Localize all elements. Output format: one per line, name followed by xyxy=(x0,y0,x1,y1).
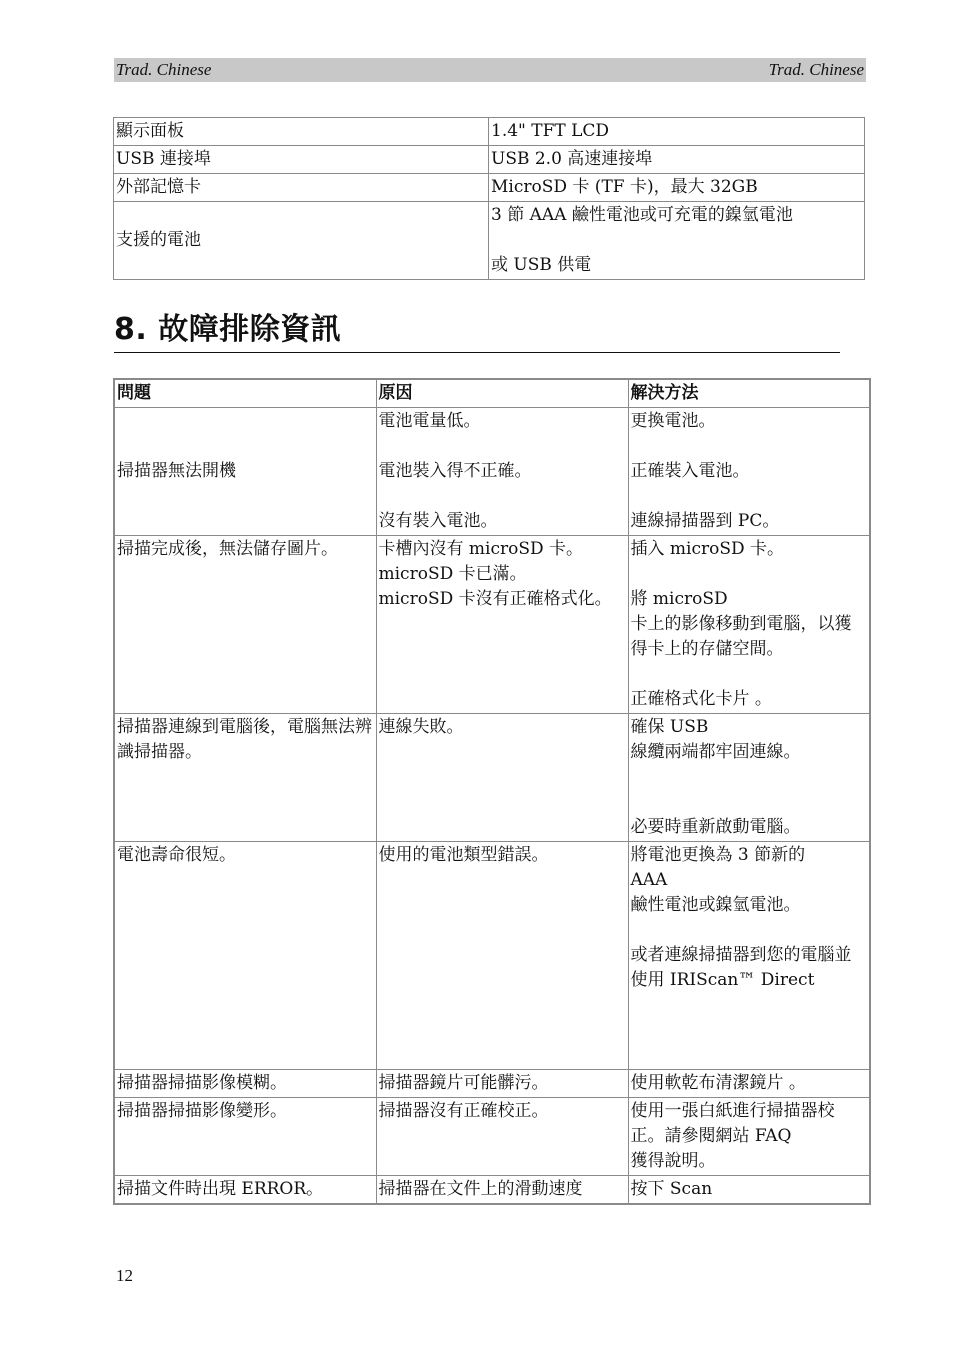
cell-line xyxy=(631,484,868,509)
spec-label: USB 連接埠 xyxy=(114,146,489,174)
spec-value-line: 3 節 AAA 鹼性電池或可充電的鎳氫電池 xyxy=(491,205,793,225)
cell-line xyxy=(631,765,868,790)
cell-line: 電池壽命很短。 xyxy=(117,845,236,865)
cell-line: 正確格式化卡片 。 xyxy=(630,689,772,709)
spec-value xyxy=(489,174,865,202)
cell-line xyxy=(117,409,374,434)
solution-cell xyxy=(628,842,870,1070)
cell-line: 或者連線掃描器到您的電腦並使用 IRIScan™ Direct xyxy=(630,945,852,990)
cell-line: 掃描器在文件上的滑動速度 xyxy=(378,1179,583,1199)
problem-cell xyxy=(114,408,376,536)
cell-line: 沒有裝入電池。 xyxy=(378,511,498,531)
spec-value-line: 或 USB 供電 xyxy=(491,255,592,275)
cell-line: 掃描器沒有正確校正。 xyxy=(378,1101,549,1121)
spec-value-line: USB 2.0 高速連接埠 xyxy=(491,149,653,169)
cell-line: 正確裝入電池。 xyxy=(630,461,750,481)
cause-cell xyxy=(376,1070,628,1098)
cell-line: 確保 USB xyxy=(630,717,709,737)
cell-line: microSD 卡已滿。 xyxy=(378,564,527,584)
solution-cell xyxy=(628,536,870,714)
cell-line: 線纜兩端都牢固連線。 xyxy=(630,742,801,762)
problem-cell xyxy=(114,1176,376,1205)
cell-line: 使用的電池類型錯誤。 xyxy=(378,845,549,865)
spec-row xyxy=(114,202,865,280)
cell-line: 按下 Scan xyxy=(630,1179,713,1199)
cell-line: microSD 卡沒有正確格式化。 xyxy=(378,589,612,609)
header-problem: 問題 xyxy=(114,379,376,408)
cell-line xyxy=(631,562,868,587)
table-row xyxy=(114,536,870,714)
problem-cell xyxy=(114,1070,376,1098)
table-row xyxy=(114,842,870,1070)
problem-cell xyxy=(114,536,376,714)
cell-line: 掃描器鏡片可能髒污。 xyxy=(378,1073,549,1093)
header-solution: 解決方法 xyxy=(628,379,870,408)
cause-cell xyxy=(376,842,628,1070)
table-row xyxy=(114,1176,870,1205)
cell-line: 電池電量低。 xyxy=(378,411,481,431)
cell-line: 使用一張白紙進行掃描器校正。請參閱網站 FAQ xyxy=(630,1101,835,1146)
cell-line: 掃描文件時出現 ERROR。 xyxy=(117,1179,324,1199)
cell-line xyxy=(631,918,868,943)
cell-line: 必要時重新啟動電腦。 xyxy=(630,817,801,837)
spec-value-line: 1.4" TFT LCD xyxy=(491,121,610,141)
cell-line: 掃描器連線到電腦後，電腦無法辨識掃描器。 xyxy=(117,717,372,762)
header-right-label: Trad. Chinese xyxy=(768,60,864,79)
cause-cell xyxy=(376,714,628,842)
spec-row xyxy=(114,146,865,174)
problem-cell xyxy=(114,842,376,1070)
table-row xyxy=(114,1070,870,1098)
spec-label: 外部記憶卡 xyxy=(114,174,489,202)
cell-line: 電池裝入得不正確。 xyxy=(378,461,532,481)
header-left-label: Trad. Chinese xyxy=(116,60,212,79)
table-row xyxy=(114,408,870,536)
cell-line xyxy=(631,790,868,815)
spec-value xyxy=(489,146,865,174)
spec-value-line xyxy=(491,228,862,253)
cell-line xyxy=(117,434,374,459)
header-cause: 原因 xyxy=(376,379,628,408)
solution-cell xyxy=(628,408,870,536)
solution-cell xyxy=(628,1098,870,1176)
solution-cell xyxy=(628,1070,870,1098)
problem-cell xyxy=(114,714,376,842)
cell-line xyxy=(631,1018,868,1043)
spec-table xyxy=(113,117,865,280)
cell-line: 鹼性電池或鎳氫電池。 xyxy=(630,895,801,915)
cell-line xyxy=(631,662,868,687)
table-header-row xyxy=(114,379,870,408)
cause-cell xyxy=(376,536,628,714)
cell-line xyxy=(631,434,868,459)
cell-line xyxy=(631,993,868,1018)
table-row xyxy=(114,714,870,842)
cell-line: 插入 microSD 卡。 xyxy=(630,539,785,559)
cell-line: 將 microSD xyxy=(630,589,728,609)
spec-value-line: MicroSD 卡 (TF 卡)，最大 32GB xyxy=(491,177,758,197)
cell-line: 連線掃描器到 PC。 xyxy=(630,511,780,531)
running-header xyxy=(114,58,866,82)
solution-cell xyxy=(628,714,870,842)
cell-line: 連線失敗。 xyxy=(378,717,464,737)
cell-line: AAA xyxy=(630,870,668,890)
cell-line: 更換電池。 xyxy=(630,411,716,431)
cell-line: 使用軟乾布清潔鏡片 。 xyxy=(630,1073,806,1093)
problem-cell xyxy=(114,1098,376,1176)
cell-line: 卡上的影像移動到電腦，以獲得卡上的存儲空間。 xyxy=(630,614,852,659)
cause-cell xyxy=(376,408,628,536)
cell-line xyxy=(631,1043,868,1068)
cell-line: 將電池更換為 3 節新的 xyxy=(630,845,806,865)
cell-line xyxy=(379,434,626,459)
spec-label: 支援的電池 xyxy=(114,202,489,280)
spec-row xyxy=(114,118,865,146)
cell-line: 掃描完成後，無法儲存圖片。 xyxy=(117,539,338,559)
spec-value xyxy=(489,118,865,146)
solution-cell xyxy=(628,1176,870,1205)
section-title: 8. 故障排除資訊 xyxy=(114,308,840,353)
spec-row xyxy=(114,174,865,202)
cell-line: 掃描器無法開機 xyxy=(117,461,236,481)
spec-value xyxy=(489,202,865,280)
cell-line: 獲得說明。 xyxy=(630,1151,716,1171)
cause-cell xyxy=(376,1098,628,1176)
cell-line: 掃描器掃描影像變形。 xyxy=(117,1101,287,1121)
cell-line: 卡槽內沒有 microSD 卡。 xyxy=(378,539,584,559)
cell-line: 掃描器掃描影像模糊。 xyxy=(117,1073,287,1093)
table-row xyxy=(114,1098,870,1176)
cause-cell xyxy=(376,1176,628,1205)
page-number: 12 xyxy=(116,1266,133,1285)
spec-label: 顯示面板 xyxy=(114,118,489,146)
troubleshooting-table xyxy=(113,378,871,1205)
cell-line xyxy=(379,484,626,509)
